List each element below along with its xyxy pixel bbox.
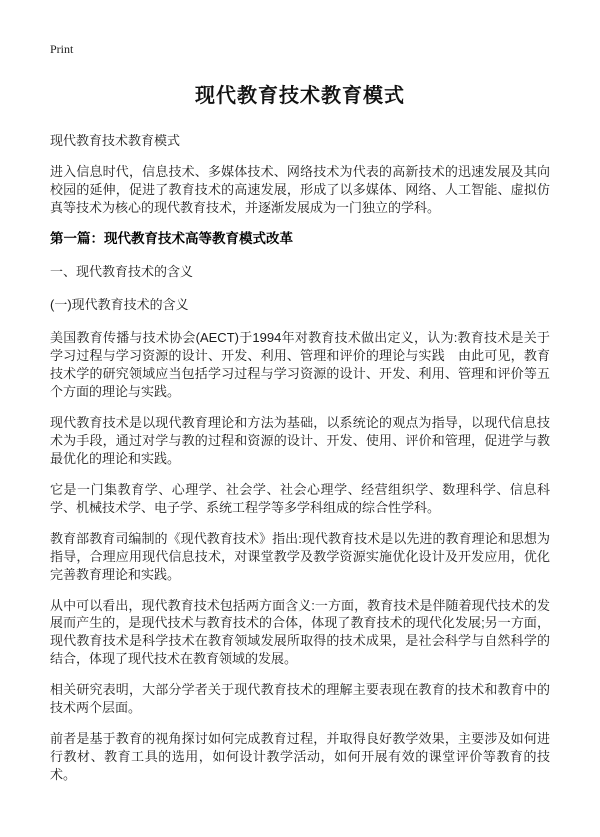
paragraph-modern-edtech-basis: 现代教育技术是以现代教育理论和方法为基础，以系统论的观点为指导，以现代信息技术为手段，通过对学与教的过程和资源的设计、开发、使用、评价和管理，促进学与教最优化的理论和实践。 (50, 415, 550, 466)
paragraph-multidisciplinary: 它是一门集教育学、心理学、社会学、社会心理学、经营组织学、数理科学、信息科学、机械技术学、电子学、系统工程学等多学科组成的综合性学科。 (50, 481, 550, 515)
paragraph-research-findings: 相关研究表明，大部分学者关于现代教育技术的理解主要表现在教育的技术和教育中的技术两个层面。 (50, 682, 550, 716)
sub-heading-level-1: 一、现代教育技术的含义 (50, 264, 194, 280)
page-title: 现代教育技术教育模式 (195, 85, 405, 107)
print-label: Print (50, 42, 74, 56)
paragraph-aect-definition: 美国教育传播与技术协会(AECT)于1994年对教育技术做出定义，认为:教育技术是关于学习过程与学习资源的设计、开发、利用、管理和评价的理论与实践 由此可见，教育技术学的研究领域应当包括学习过程与学习资源的设计、开发、利用、管理和评价等五个方面的理论与实践。 (50, 330, 550, 400)
paragraph-two-meanings: 从中可以看出，现代教育技术包括两方面含义:一方面，教育技术是伴随着现代技术的发展而产生的，是现代技术与教育技术的合体，体现了教育技术的现代化发展;另一方面，现代教育技术是科学技术在教育领域发展所取得的技术成果，是社会科学与自然科学的结合，体现了现代技术在教育领域的发展。 (50, 597, 550, 667)
paragraph-ministry-definition: 教育部教育司编制的《现代教育技术》指出:现代教育技术是以先进的教育理论和思想为指导，合理应用现代信息技术，对课堂教学及教学资源实施优化设计及开发应用，优化完善教育理论和实践。 (50, 530, 550, 582)
sub-heading-level-2: (一)现代教育技术的含义 (50, 297, 189, 313)
section-heading-part-one: 第一篇：现代教育技术高等教育模式改革 (50, 230, 293, 246)
paragraph-intro: 进入信息时代，信息技术、多媒体技术、网络技术为代表的高新技术的迅速发展及其向校园的延伸，促进了教育技术的高速发展，形成了以多媒体、网络、人工智能、虚拟仿真等技术为核心的现代教育技术，并逐渐发展成为一门独立的学科。 (50, 163, 550, 215)
paragraph-subtitle: 现代教育技术教育模式 (50, 133, 181, 148)
paragraph-education-perspective: 前者是基于教育的视角探讨如何完成教育过程，并取得良好教学效果，主要涉及如何进行教材、教育工具的选用，如何设计教学活动，如何开展有效的课堂评价等教育的技术。 (50, 731, 550, 782)
